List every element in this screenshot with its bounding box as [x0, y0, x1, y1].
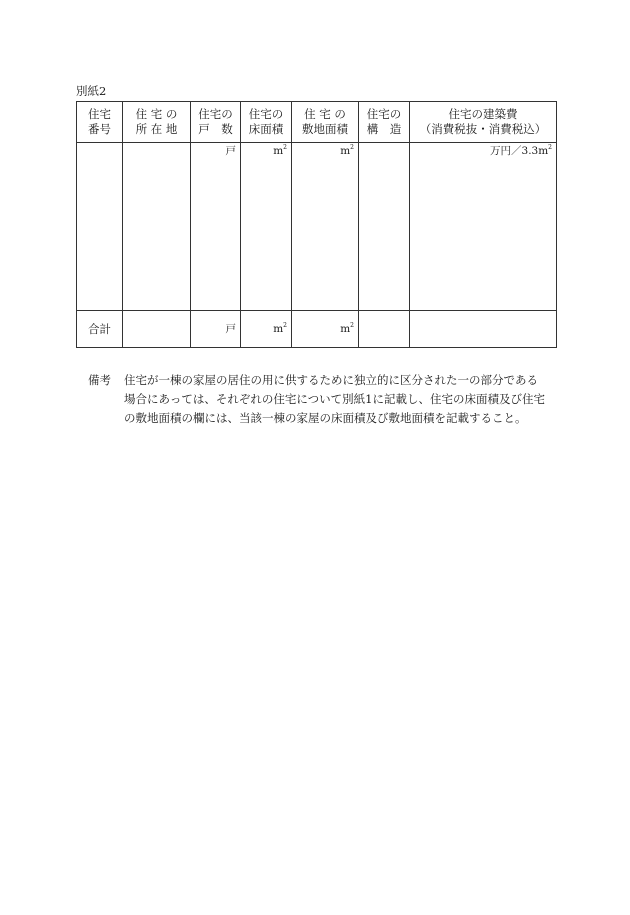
header-structure-line1: 住宅の	[366, 107, 402, 121]
total-site-area[interactable]	[292, 311, 359, 348]
total-structure	[359, 311, 410, 348]
cell-floor-area[interactable]	[241, 143, 292, 311]
unit-site-area: $m^2$	[340, 144, 354, 157]
header-construction-cost-line1: 住宅の建築費	[448, 107, 518, 121]
unit-floor-area: $m^2$	[273, 144, 287, 157]
housing-form-table	[76, 101, 557, 348]
cell-house-number[interactable]	[77, 143, 123, 311]
total-label: 合計	[77, 311, 123, 348]
header-households-line1: 住宅の	[198, 107, 233, 121]
header-location-line1: 住 宅 の	[135, 107, 178, 121]
header-location	[123, 102, 191, 143]
remarks-lead: 備考	[88, 373, 111, 387]
total-unit-floor-area: $m^2$	[273, 321, 287, 335]
header-structure-line2: 構 造	[366, 122, 402, 136]
remarks-line-2: 場合にあっては、それぞれの住宅について別紙1に記載し、住宅の床面積及び住宅	[124, 392, 545, 406]
total-households[interactable]	[191, 311, 241, 348]
entry-row	[77, 143, 557, 311]
header-construction-cost	[410, 102, 557, 143]
header-site-area	[292, 102, 359, 143]
total-unit-households: 戸	[225, 322, 236, 335]
header-households	[191, 102, 241, 143]
header-floor-area-line2: 床面積	[248, 122, 284, 136]
remarks-note	[88, 371, 558, 428]
header-floor-area-line1: 住宅の	[248, 107, 284, 121]
header-site-area-line1: 住 宅 の	[304, 107, 346, 121]
cell-construction-cost[interactable]	[410, 143, 557, 311]
total-construction-cost	[410, 311, 557, 348]
cell-site-area[interactable]	[292, 143, 359, 311]
header-site-area-line2: 敷地面積	[302, 122, 348, 136]
header-floor-area	[241, 102, 292, 143]
header-structure	[359, 102, 410, 143]
header-construction-cost-line2: （消費税抜・消費税込）	[419, 122, 547, 136]
remarks-line-1: 備考 住宅が一棟の家屋の居住の用に供するために独立的に区分された一の部分である	[88, 371, 558, 390]
header-house-number	[77, 102, 123, 143]
cell-location[interactable]	[123, 143, 191, 311]
unit-households: 戸	[225, 145, 236, 157]
total-row	[77, 311, 557, 348]
header-house-number-line1: 住宅	[88, 107, 111, 121]
cell-structure[interactable]	[359, 143, 410, 311]
total-unit-site-area: $m^2$	[340, 321, 354, 335]
total-location	[123, 311, 191, 348]
unit-construction-cost: 万円$/3.3m^2$	[490, 144, 552, 157]
attachment-label: 別紙2	[76, 84, 107, 98]
remarks-line-3: の敷地面積の欄には、当該一棟の家屋の床面積及び敷地面積を記載すること。	[124, 411, 527, 425]
cell-households[interactable]	[191, 143, 241, 311]
header-location-line2: 所 在 地	[135, 122, 178, 136]
header-house-number-line2: 番号	[88, 122, 111, 136]
header-row	[77, 102, 557, 143]
total-floor-area[interactable]	[241, 311, 292, 348]
header-households-line2: 戸 数	[198, 122, 233, 136]
